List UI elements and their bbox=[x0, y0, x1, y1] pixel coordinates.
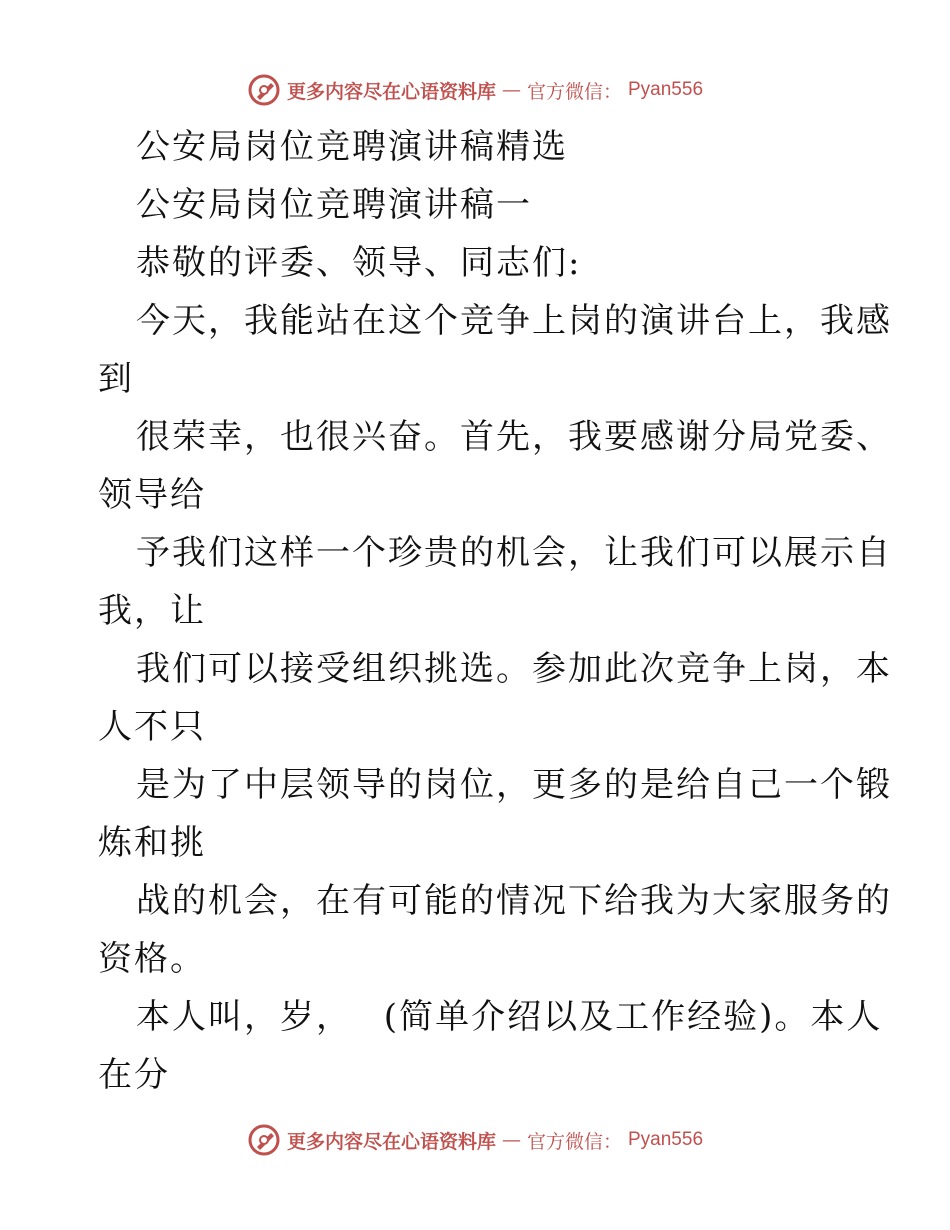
banner-text: 更多内容尽在心语资料库 bbox=[286, 1130, 496, 1153]
banner-separator: — bbox=[501, 1129, 521, 1151]
text-line: 战的机会，在有可能的情况下给我为大家服务的 bbox=[136, 881, 892, 921]
text-line: 资格。 bbox=[98, 939, 206, 979]
footer-banner bbox=[0, 1120, 950, 1160]
text-line: 公安局岗位竞聘演讲稿精选 bbox=[136, 127, 568, 167]
text-line: 是为了中层领导的岗位，更多的是给自己一个锻 bbox=[136, 765, 892, 805]
brand-logo-icon bbox=[247, 73, 281, 107]
header-banner bbox=[0, 70, 950, 110]
text-line: 本人叫，岁， (简单介绍以及工作经验)。本人 bbox=[136, 997, 883, 1037]
text-line: 炼和挑 bbox=[98, 823, 206, 863]
banner-separator: — bbox=[501, 79, 521, 101]
text-line: 我们可以接受组织挑选。参加此次竞争上岗，本 bbox=[136, 649, 892, 689]
text-line: 我，让 bbox=[98, 591, 206, 631]
text-line: 领导给 bbox=[98, 475, 206, 515]
text-line: 恭敬的评委、领导、同志们: bbox=[136, 243, 582, 283]
banner-text: 更多内容尽在心语资料库 bbox=[286, 80, 496, 103]
text-line: 公安局岗位竞聘演讲稿一 bbox=[136, 185, 532, 225]
text-line: 予我们这样一个珍贵的机会，让我们可以展示自 bbox=[136, 533, 892, 573]
banner-wechat-label: 官方微信： bbox=[526, 80, 622, 103]
text-line: 到 bbox=[98, 359, 134, 399]
brand-logo-icon bbox=[247, 1123, 281, 1157]
document-body bbox=[98, 118, 892, 1104]
text-line: 在分 bbox=[98, 1055, 170, 1095]
banner-wechat-id: Pyan556 bbox=[628, 79, 704, 100]
footer-banner-content bbox=[247, 1123, 703, 1157]
text-line: 很荣幸，也很兴奋。首先，我要感谢分局党委、 bbox=[136, 417, 892, 457]
banner-wechat-label: 官方微信： bbox=[526, 1130, 622, 1153]
header-banner-content bbox=[247, 73, 703, 107]
text-line: 今天，我能站在这个竞争上岗的演讲台上，我感 bbox=[136, 301, 892, 341]
text-line: 人不只 bbox=[98, 707, 206, 747]
banner-wechat-id: Pyan556 bbox=[628, 1129, 704, 1150]
